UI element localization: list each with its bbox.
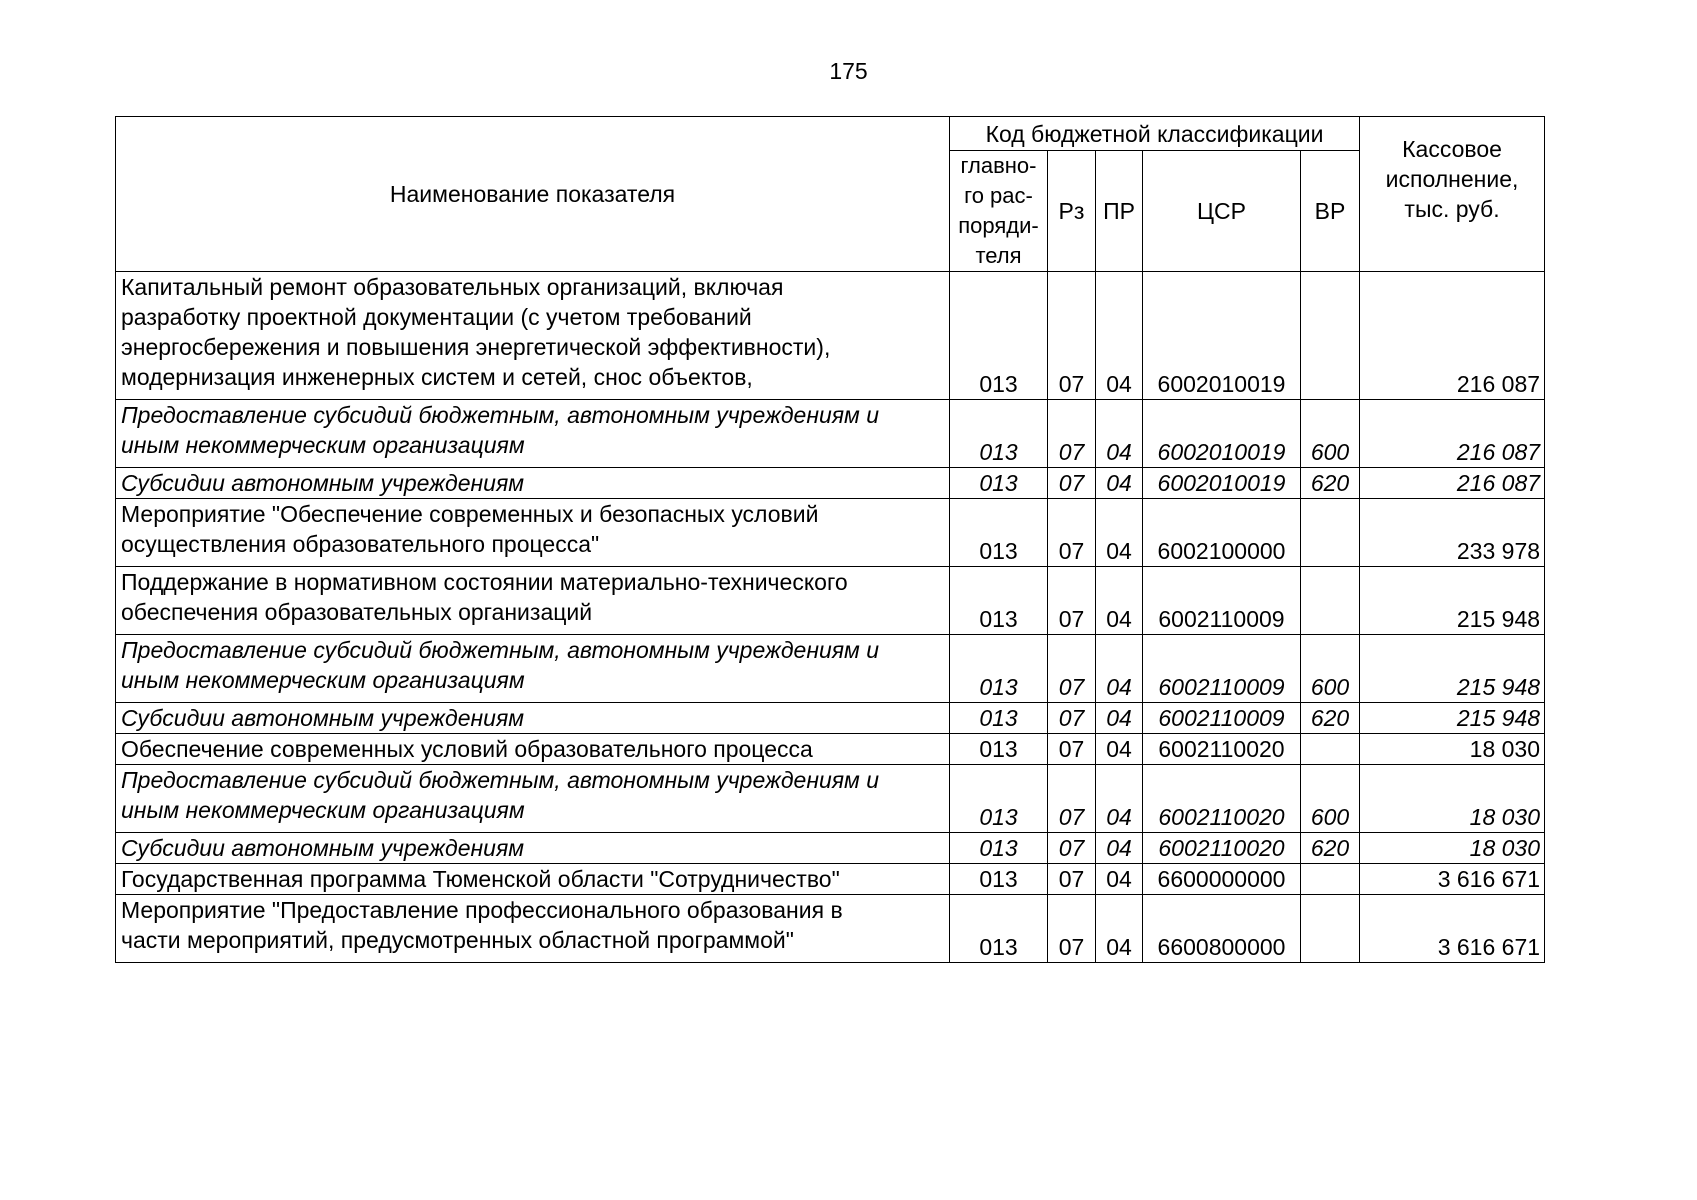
row-name-line: энергосбережения и повышения энергетической эффективности), (121, 334, 831, 360)
table-body (116, 272, 1545, 963)
cell-csr: 6002110009 (1143, 567, 1301, 635)
page-number: 175 (829, 58, 868, 84)
cell-gr: 013 (950, 765, 1048, 833)
row-name (116, 895, 950, 963)
cell-csr: 6600000000 (1143, 864, 1301, 895)
row-name (116, 734, 950, 765)
header-amount-line: тыс. руб. (1404, 196, 1500, 222)
header-gr-line: го рас- (964, 183, 1033, 208)
header-gr-line: теля (975, 243, 1022, 268)
table-row (116, 895, 1545, 963)
table-row (116, 468, 1545, 499)
cell-rz: 07 (1048, 635, 1096, 703)
cell-gr: 013 (950, 833, 1048, 864)
row-name (116, 272, 950, 400)
header-code-group: Код бюджетной классификации (950, 117, 1360, 151)
cell-csr: 6002110020 (1143, 833, 1301, 864)
row-name (116, 468, 950, 499)
cell-pr: 04 (1096, 567, 1143, 635)
row-name-line: иным некоммерческим организациям (121, 667, 525, 693)
cell-amount: 233 978 (1360, 499, 1545, 567)
cell-csr: 6002010019 (1143, 468, 1301, 499)
cell-rz: 07 (1048, 468, 1096, 499)
cell-gr: 013 (950, 703, 1048, 734)
cell-vr (1301, 272, 1360, 400)
cell-csr: 6002100000 (1143, 499, 1301, 567)
cell-rz: 07 (1048, 400, 1096, 468)
row-name (116, 765, 950, 833)
header-name: Наименование показателя (116, 117, 950, 272)
table-row (116, 734, 1545, 765)
cell-gr: 013 (950, 468, 1048, 499)
cell-gr: 013 (950, 499, 1048, 567)
cell-pr: 04 (1096, 895, 1143, 963)
cell-amount: 215 948 (1360, 567, 1545, 635)
cell-gr: 013 (950, 635, 1048, 703)
cell-csr: 6002110020 (1143, 765, 1301, 833)
cell-pr: 04 (1096, 734, 1143, 765)
cell-vr (1301, 895, 1360, 963)
row-name (116, 833, 950, 864)
table-row (116, 765, 1545, 833)
cell-pr: 04 (1096, 864, 1143, 895)
cell-pr: 04 (1096, 499, 1143, 567)
cell-amount: 215 948 (1360, 635, 1545, 703)
cell-gr: 013 (950, 895, 1048, 963)
cell-rz: 07 (1048, 499, 1096, 567)
cell-csr: 6002010019 (1143, 272, 1301, 400)
cell-rz: 07 (1048, 864, 1096, 895)
cell-pr: 04 (1096, 272, 1143, 400)
cell-amount: 215 948 (1360, 703, 1545, 734)
cell-pr: 04 (1096, 400, 1143, 468)
header-rz: Рз (1048, 151, 1096, 272)
row-name-line: разработку проектной документации (с учетом требований (121, 304, 752, 330)
cell-csr: 6002110009 (1143, 635, 1301, 703)
row-name-line: Субсидии автономным учреждениям (121, 705, 525, 731)
row-name (116, 635, 950, 703)
cell-pr: 04 (1096, 635, 1143, 703)
cell-vr: 620 (1301, 703, 1360, 734)
cell-gr: 013 (950, 567, 1048, 635)
cell-amount: 3 616 671 (1360, 895, 1545, 963)
row-name-line: Мероприятие "Обеспечение современных и безопасных условий (121, 501, 819, 527)
cell-pr: 04 (1096, 833, 1143, 864)
cell-vr (1301, 567, 1360, 635)
table-row (116, 864, 1545, 895)
cell-pr: 04 (1096, 703, 1143, 734)
table-row (116, 499, 1545, 567)
cell-csr: 6002110020 (1143, 734, 1301, 765)
cell-gr: 013 (950, 272, 1048, 400)
cell-pr: 04 (1096, 765, 1143, 833)
cell-rz: 07 (1048, 272, 1096, 400)
cell-rz: 07 (1048, 895, 1096, 963)
header-amount-line: исполнение, (1385, 166, 1519, 192)
cell-csr: 6600800000 (1143, 895, 1301, 963)
row-name-line: Мероприятие "Предоставление профессионального образования в (121, 897, 843, 923)
header-gr-line: главно- (960, 153, 1037, 178)
row-name-line: Обеспечение современных условий образовательного процесса (121, 736, 813, 762)
row-name-line: осуществления образовательного процесса" (121, 531, 600, 557)
header-gr-line: поряди- (958, 213, 1039, 238)
row-name-line: модернизация инженерных систем и сетей, снос объектов, (121, 364, 753, 390)
row-name-line: иным некоммерческим организациям (121, 432, 525, 458)
table-row (116, 703, 1545, 734)
row-name-line: обеспечения образовательных организаций (121, 599, 593, 625)
row-name-line: Предоставление субсидий бюджетным, автономным учреждениям и (121, 637, 880, 663)
cell-amount: 216 087 (1360, 272, 1545, 400)
row-name (116, 567, 950, 635)
cell-rz: 07 (1048, 703, 1096, 734)
cell-amount: 18 030 (1360, 833, 1545, 864)
row-name-line: Предоставление субсидий бюджетным, автономным учреждениям и (121, 402, 880, 428)
cell-gr: 013 (950, 864, 1048, 895)
cell-pr: 04 (1096, 468, 1143, 499)
row-name (116, 499, 950, 567)
cell-amount: 3 616 671 (1360, 864, 1545, 895)
cell-rz: 07 (1048, 833, 1096, 864)
cell-csr: 6002110009 (1143, 703, 1301, 734)
cell-rz: 07 (1048, 567, 1096, 635)
cell-vr: 600 (1301, 400, 1360, 468)
header-pr: ПР (1096, 151, 1143, 272)
cell-amount: 18 030 (1360, 765, 1545, 833)
row-name-line: Предоставление субсидий бюджетным, автономным учреждениям и (121, 767, 880, 793)
table-row (116, 400, 1545, 468)
cell-vr: 620 (1301, 468, 1360, 499)
cell-rz: 07 (1048, 734, 1096, 765)
header-csr: ЦСР (1143, 151, 1301, 272)
row-name-line: Субсидии автономным учреждениям (121, 835, 525, 861)
row-name-line: Капитальный ремонт образовательных организаций, включая (121, 274, 784, 300)
header-gr (950, 151, 1048, 272)
row-name-line: Субсидии автономным учреждениям (121, 470, 525, 496)
row-name-line: Государственная программа Тюменской области "Сотрудничество" (121, 866, 840, 892)
row-name-line: части мероприятий, предусмотренных областной программой" (121, 927, 794, 953)
cell-vr: 600 (1301, 635, 1360, 703)
cell-csr: 6002010019 (1143, 400, 1301, 468)
table-row (116, 567, 1545, 635)
row-name-line: Поддержание в нормативном состоянии материально-технического (121, 569, 848, 595)
header-amount-line: Кассовое (1402, 136, 1502, 162)
cell-amount: 216 087 (1360, 468, 1545, 499)
table-row (116, 272, 1545, 400)
table-row (116, 635, 1545, 703)
row-name-line: иным некоммерческим организациям (121, 797, 525, 823)
cell-vr (1301, 864, 1360, 895)
cell-vr (1301, 499, 1360, 567)
cell-vr: 620 (1301, 833, 1360, 864)
budget-table (115, 116, 1545, 963)
cell-gr: 013 (950, 734, 1048, 765)
cell-amount: 216 087 (1360, 400, 1545, 468)
header-vr: ВР (1301, 151, 1360, 272)
cell-vr (1301, 734, 1360, 765)
row-name (116, 400, 950, 468)
cell-rz: 07 (1048, 765, 1096, 833)
row-name (116, 864, 950, 895)
cell-gr: 013 (950, 400, 1048, 468)
table-header (116, 117, 1545, 272)
table-row (116, 833, 1545, 864)
header-amount (1360, 117, 1545, 272)
cell-vr: 600 (1301, 765, 1360, 833)
row-name (116, 703, 950, 734)
cell-amount: 18 030 (1360, 734, 1545, 765)
